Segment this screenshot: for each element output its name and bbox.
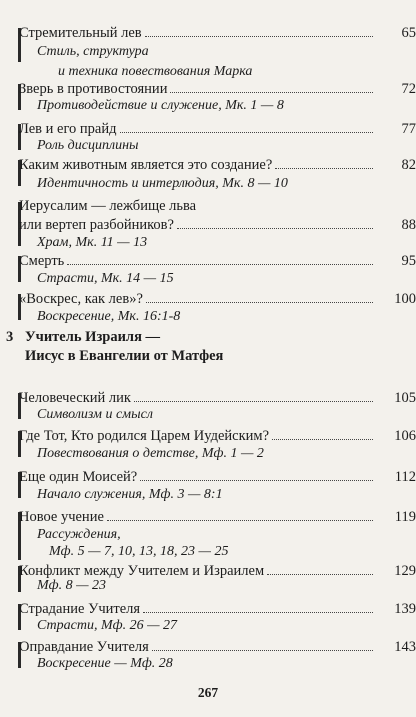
toc-entry-subtitle: Воскресение — Мф. 28 <box>37 656 173 671</box>
toc-entry-subtitle: Идентичность и интерлюдия, Мк. 8 — 10 <box>37 176 288 191</box>
toc-entry-title: Каким животным является это создание? <box>19 157 273 173</box>
toc-entry-page: 139 <box>394 601 416 617</box>
toc-entry-line <box>19 118 416 138</box>
toc-entry-line <box>19 250 416 270</box>
dot-leader <box>143 598 373 613</box>
toc-entry-line <box>19 22 416 42</box>
toc-entry-subtitle: Начало служения, Мф. 3 — 8:1 <box>37 487 223 502</box>
toc-entry-page: 100 <box>394 291 416 307</box>
toc-entry-title: Где Тот, Кто родился Царем Иудейским? <box>19 428 270 444</box>
chapter-subtitle: Иисус в Евангелии от Матфея <box>25 348 224 364</box>
dot-leader <box>170 78 373 93</box>
toc-entry-page: 82 <box>401 157 416 173</box>
chapter-number: 3 <box>6 329 14 345</box>
toc-entry-title: Новое учение <box>19 509 104 525</box>
toc-entry-line <box>19 636 416 656</box>
toc-entry-line <box>19 288 416 308</box>
toc-entry-line <box>19 506 416 526</box>
toc-entry-line <box>19 154 416 174</box>
dot-leader <box>120 118 373 133</box>
toc-entry-subtitle: Мф. 8 — 23 <box>37 578 107 593</box>
toc-entry-line <box>19 387 416 407</box>
toc-entry-line <box>19 214 416 234</box>
toc-entry-page: 119 <box>394 509 416 525</box>
toc-entry-subtitle: Роль дисциплины <box>37 138 139 153</box>
dot-leader <box>140 466 373 481</box>
toc-entry-title: Страдание Учителя <box>19 601 141 617</box>
toc-entry-title: «Воскрес, как лев»? <box>19 291 143 307</box>
toc-entry-subtitle: Мф. 5 — 7, 10, 13, 18, 23 — 25 <box>49 544 229 559</box>
toc-entry-subtitle: Противодействие и служение, Мк. 1 — 8 <box>37 98 284 113</box>
toc-entry-page: 106 <box>394 428 416 444</box>
toc-entry-subtitle: Рассуждения, <box>37 527 121 542</box>
dot-leader <box>146 288 373 303</box>
toc-entry-subtitle: Храм, Мк. 11 — 13 <box>37 235 148 250</box>
toc-entry-line <box>19 78 416 98</box>
toc-entry-page: 72 <box>401 81 416 97</box>
toc-entry-title: Еще один Моисей? <box>19 469 138 485</box>
toc-entry-title: или вертеп разбойников? <box>19 217 174 233</box>
toc-entry-page: 105 <box>394 390 416 406</box>
dot-leader <box>267 560 373 575</box>
toc-entry-subtitle: Страсти, Мк. 14 — 15 <box>37 271 174 286</box>
toc-entry-page: 65 <box>401 25 416 41</box>
toc-entry-title: Человеческий лик <box>19 390 131 406</box>
toc-entry-title: Зверь в противостоянии <box>19 81 168 97</box>
dot-leader <box>67 250 373 265</box>
page-number: 267 <box>197 685 219 700</box>
toc-entry-page: 143 <box>394 639 416 655</box>
dot-leader <box>275 154 373 169</box>
toc-entry-title: Оправдание Учителя <box>19 639 149 655</box>
toc-entry-title: Стремительный лев <box>19 25 142 41</box>
toc-entry-line <box>19 196 416 216</box>
toc-entry-line <box>19 466 416 486</box>
toc-entry-page: 77 <box>401 121 416 137</box>
dot-leader <box>134 387 373 402</box>
toc-entry-page: 112 <box>394 469 416 485</box>
toc-entry-subtitle: Страсти, Мф. 26 — 27 <box>37 618 178 633</box>
toc-entry-title: Иерусалим — лежбище льва <box>19 198 197 214</box>
toc-entry-subtitle: и техника повествования Марка <box>58 64 253 79</box>
dot-leader <box>145 22 373 37</box>
dot-leader <box>152 636 373 651</box>
toc-entry-page: 95 <box>401 253 416 269</box>
toc-entry-title: Лев и его прайд <box>19 121 117 137</box>
chapter-title: Учитель Израиля — <box>25 329 161 345</box>
toc-entry-subtitle: Символизм и смысл <box>37 407 153 422</box>
toc-entry-subtitle: Повествования о детстве, Мф. 1 — 2 <box>37 446 264 461</box>
dot-leader <box>177 214 373 229</box>
toc-entry-title: Конфликт между Учителем и Израилем <box>19 563 265 579</box>
dot-leader <box>107 506 373 521</box>
toc-entry-page: 129 <box>394 563 416 579</box>
toc-entry-page: 88 <box>401 217 416 233</box>
toc-entry-line <box>19 598 416 618</box>
toc-entry-subtitle: Воскресение, Мк. 16:1-8 <box>37 309 181 324</box>
dot-leader <box>272 425 373 440</box>
toc-entry-line <box>19 425 416 445</box>
toc-entry-subtitle: Стиль, структура <box>37 44 149 59</box>
toc-entry-title: Смерть <box>19 253 65 269</box>
